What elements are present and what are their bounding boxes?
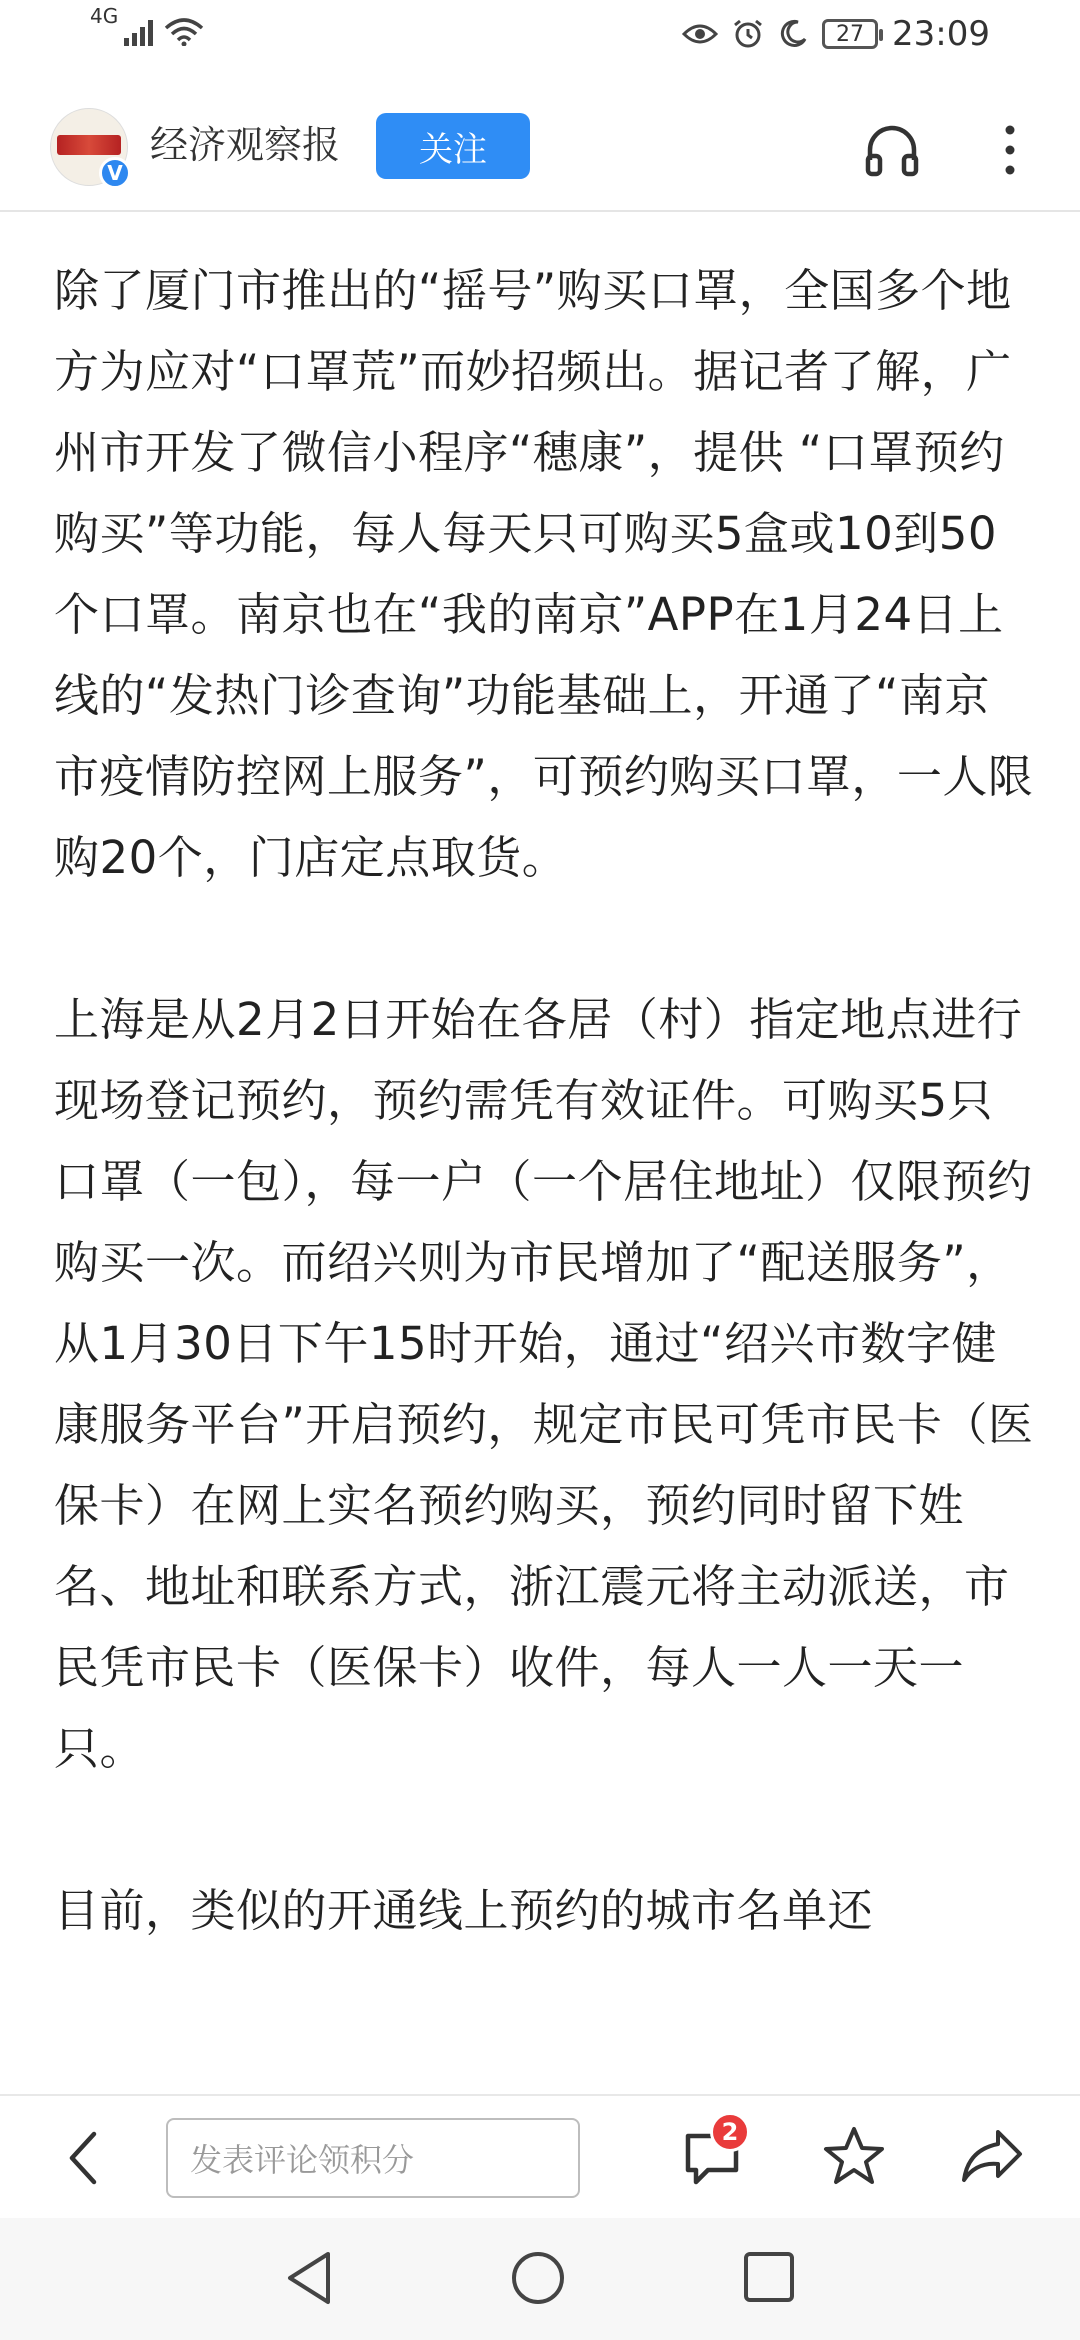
moon-icon (778, 19, 808, 49)
account-avatar[interactable] (50, 108, 128, 186)
battery-level: 27 (836, 21, 865, 47)
nav-home-icon[interactable] (508, 2248, 568, 2308)
article-paragraph-1: 除了厦门市推出的“摇号”购买口罩，全国多个地方为应对“口罩荒”而妙招频出。据记者了解，广州市开发了微信小程序“穗康”，提供 “口罩预约购买”等功能，每人每天只可购买5盒或10到50个口罩。南京也在“我的南京”APP在1月24日上线的“发热门诊查询”功能基础上，开通了“南京市疫情防控网上服务”，可预约购买口罩，一人限购20个，门店定点取货。 (54, 264, 1034, 884)
verified-badge: V (99, 157, 131, 189)
alarm-icon (732, 18, 764, 50)
article-paragraph-3: 目前，类似的开通线上预约的城市名单还 (54, 1884, 874, 1937)
article-paragraph-2: 上海是从2月2日开始在各居（村）指定地点进行现场登记预约，预约需凭有效证件。可购买5只口罩（一包），每一户（一个居住地址）仅限预约购买一次。而绍兴则为市民增加了“配送服务”，从1月30日下午15时开始，通过“绍兴市数字健康服务平台”开启预约，规定市民可凭市民卡（医保卡）在网上实名预约购买，预约同时留下姓名、地址和联系方式，浙江震元将主动派送，市民凭市民卡（医保卡）收件，每人一人一天一只。 (54, 993, 1034, 1775)
avatar-logo (57, 135, 121, 155)
status-bar (0, 0, 1080, 80)
clock: 23:09 (892, 14, 990, 54)
bottom-action-bar (0, 2094, 1080, 2220)
follow-button[interactable]: 关注 (376, 113, 530, 179)
comment-count-badge: 2 (710, 2112, 750, 2152)
status-right (682, 14, 990, 54)
comment-input[interactable] (166, 2118, 580, 2198)
more-icon[interactable] (990, 120, 1030, 180)
nav-back-icon[interactable] (282, 2248, 338, 2308)
system-nav-bar (0, 2218, 1080, 2340)
share-icon[interactable] (960, 2124, 1024, 2188)
wifi-icon (164, 18, 204, 46)
headphone-icon[interactable] (862, 120, 922, 180)
comment-placeholder: 发表评论领积分 (190, 2141, 415, 2179)
signal-icon (124, 20, 158, 46)
battery-icon (822, 19, 878, 49)
star-icon[interactable] (822, 2124, 886, 2188)
eye-icon (682, 21, 718, 47)
network-type: 4G (90, 4, 119, 28)
account-name[interactable]: 经济观察报 (150, 123, 341, 167)
nav-recent-icon[interactable] (742, 2250, 796, 2304)
back-icon[interactable] (58, 2126, 108, 2190)
article-header (0, 80, 1080, 212)
article-body (54, 250, 1034, 2032)
status-left (90, 4, 204, 46)
